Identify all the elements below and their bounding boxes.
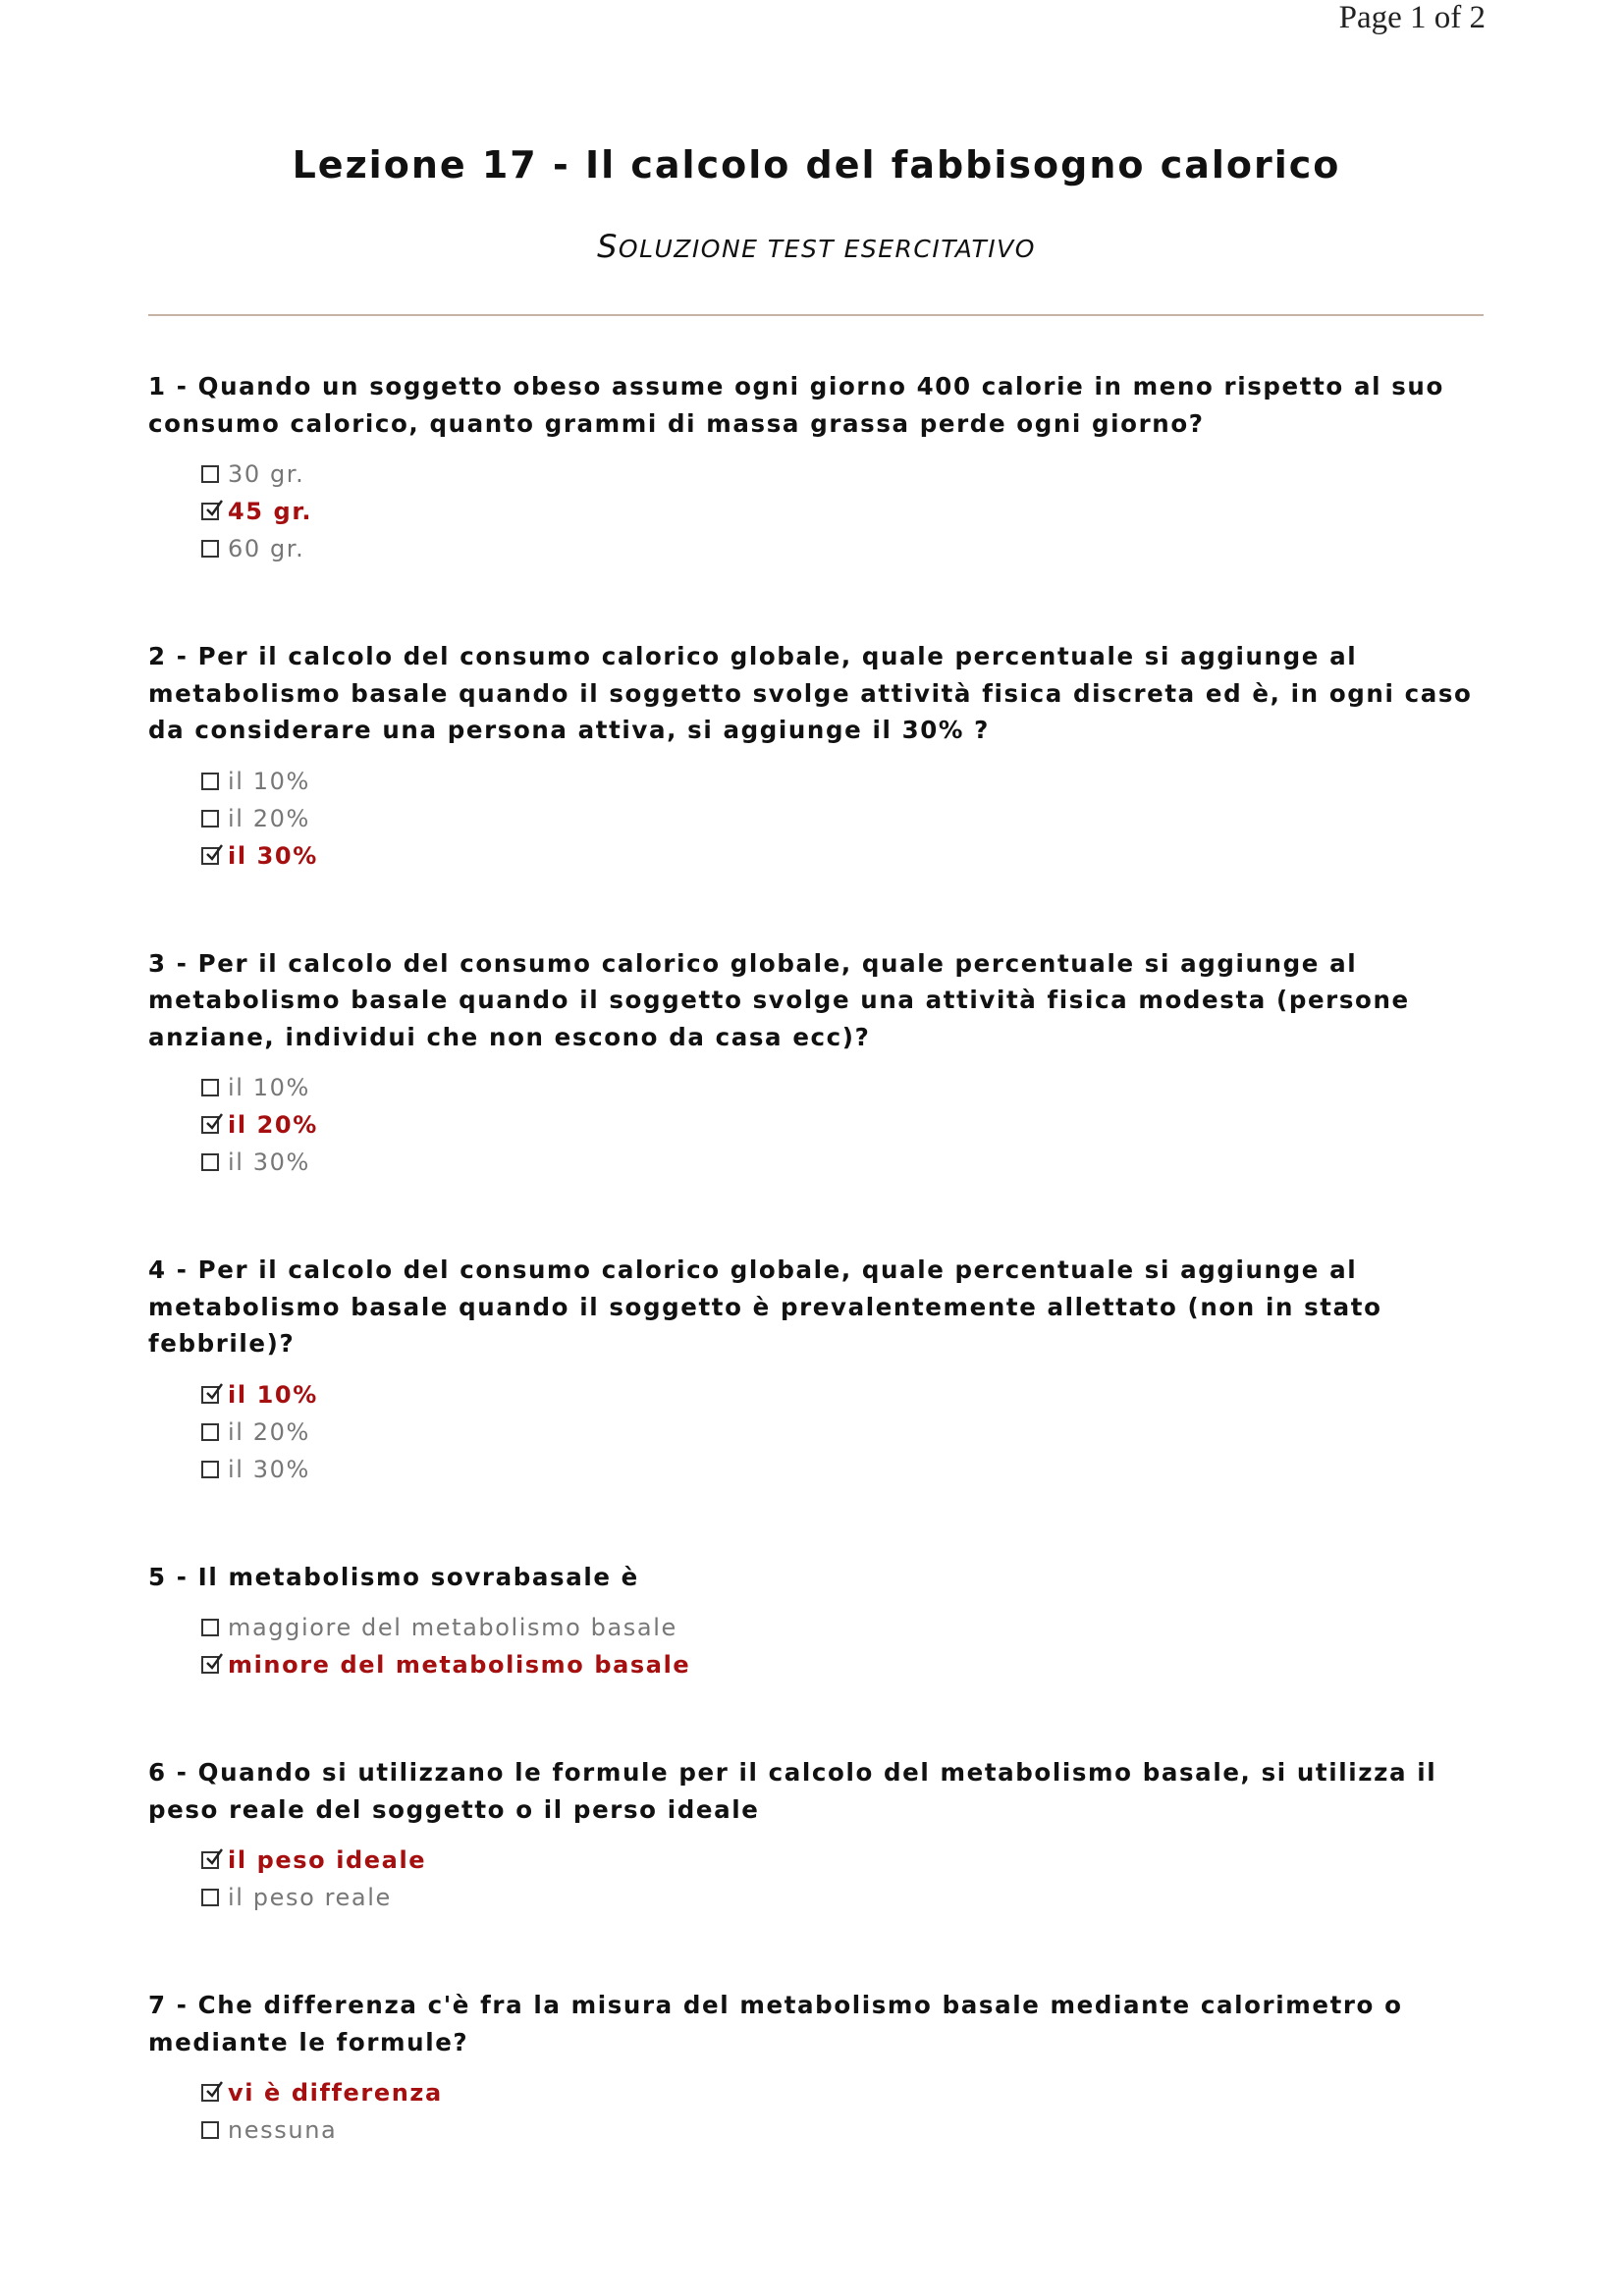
check-mark-icon bbox=[204, 843, 224, 863]
option[interactable] bbox=[201, 1414, 1484, 1451]
option[interactable] bbox=[201, 1451, 1484, 1488]
option[interactable] bbox=[201, 455, 1484, 493]
check-mark-icon bbox=[204, 1652, 224, 1672]
question-6 bbox=[148, 1754, 1484, 1916]
header-divider bbox=[148, 314, 1484, 316]
option[interactable] bbox=[201, 2111, 1484, 2149]
checked-checkbox-icon[interactable] bbox=[201, 1656, 219, 1674]
option-label: 45 gr. bbox=[228, 498, 313, 525]
page-title: Lezione 17 - Il calcolo del fabbisogno calorico bbox=[292, 143, 1341, 187]
checkbox-icon[interactable] bbox=[201, 2121, 219, 2139]
question-1 bbox=[148, 368, 1484, 567]
option[interactable] bbox=[201, 800, 1484, 837]
spacer bbox=[148, 875, 1484, 945]
option-label: il 20% bbox=[228, 1417, 310, 1446]
option-label: il peso ideale bbox=[228, 1846, 427, 1874]
checkbox-icon[interactable] bbox=[201, 540, 219, 558]
subtitle-rest: OLUZIONE TEST ESERCITATIVO bbox=[618, 235, 1036, 263]
option-list bbox=[201, 763, 1484, 875]
option[interactable] bbox=[201, 1144, 1484, 1181]
page-number: Page 1 of 2 bbox=[1338, 0, 1486, 35]
question-text: 3 - Per il calcolo del consumo calorico globale, quale percentuale si aggiunge al metabolismo basale quando il soggetto svolge una attività fisica modesta (persone anziane, individui che non escono da casa ecc)? bbox=[148, 948, 1410, 1051]
spacer bbox=[148, 1488, 1484, 1559]
question-4 bbox=[148, 1252, 1484, 1488]
check-mark-icon bbox=[204, 2080, 224, 2100]
checkbox-icon[interactable] bbox=[201, 773, 219, 790]
option-list bbox=[201, 1376, 1484, 1488]
subtitle-initial: S bbox=[597, 228, 619, 265]
option-label: nessuna bbox=[228, 2116, 338, 2144]
option[interactable] bbox=[201, 1879, 1484, 1916]
check-mark-icon bbox=[204, 499, 224, 518]
option[interactable] bbox=[201, 763, 1484, 800]
option[interactable] bbox=[201, 493, 1484, 530]
option-label: 60 gr. bbox=[228, 535, 305, 562]
option[interactable] bbox=[201, 837, 1484, 875]
checked-checkbox-icon[interactable] bbox=[201, 2084, 219, 2102]
checkbox-icon[interactable] bbox=[201, 1889, 219, 1906]
checkbox-icon[interactable] bbox=[201, 1153, 219, 1171]
question-text: 2 - Per il calcolo del consumo calorico globale, quale percentuale si aggiunge al metabolismo basale quando il soggetto svolge attività fisica discreta ed è, in ogni caso da considerare una persona attiva, si aggiunge il 30% ? bbox=[148, 642, 1473, 744]
option[interactable] bbox=[201, 1106, 1484, 1144]
option[interactable] bbox=[201, 2074, 1484, 2111]
option-label: il 20% bbox=[228, 1111, 318, 1139]
check-mark-icon bbox=[204, 1112, 224, 1132]
option-label: il 20% bbox=[228, 804, 310, 832]
option[interactable] bbox=[201, 1376, 1484, 1414]
checkbox-icon[interactable] bbox=[201, 465, 219, 483]
option-label: il 10% bbox=[228, 767, 310, 795]
question-text: 4 - Per il calcolo del consumo calorico globale, quale percentuale si aggiunge al metabolismo basale quando il soggetto è prevalentemente allettato (non in stato febbrile)? bbox=[148, 1255, 1382, 1358]
option-list bbox=[201, 2074, 1484, 2149]
question-5 bbox=[148, 1559, 1484, 1684]
option[interactable] bbox=[201, 1069, 1484, 1106]
spacer bbox=[148, 1683, 1484, 1754]
checked-checkbox-icon[interactable] bbox=[201, 1851, 219, 1869]
question-2 bbox=[148, 638, 1484, 875]
page-subtitle bbox=[0, 228, 1623, 265]
option-list bbox=[201, 455, 1484, 567]
spacer bbox=[148, 1916, 1484, 1987]
checked-checkbox-icon[interactable] bbox=[201, 503, 219, 520]
question-3 bbox=[148, 945, 1484, 1182]
checked-checkbox-icon[interactable] bbox=[201, 847, 219, 865]
question-text: 5 - Il metabolismo sovrabasale è bbox=[148, 1562, 639, 1591]
check-mark-icon bbox=[204, 1382, 224, 1402]
checked-checkbox-icon[interactable] bbox=[201, 1386, 219, 1404]
option[interactable] bbox=[201, 1646, 1484, 1683]
checkbox-icon[interactable] bbox=[201, 1079, 219, 1096]
question-list bbox=[148, 368, 1484, 2149]
option[interactable] bbox=[201, 1609, 1484, 1646]
checkbox-icon[interactable] bbox=[201, 810, 219, 828]
question-text: 7 - Che differenza c'è fra la misura del metabolismo basale mediante calorimetro o mediante le formule? bbox=[148, 1991, 1403, 2056]
spacer bbox=[148, 567, 1484, 638]
checkbox-icon[interactable] bbox=[201, 1461, 219, 1478]
question-text: 6 - Quando si utilizzano le formule per il calcolo del metabolismo basale, si utilizza il peso reale del soggetto o il perso ideale bbox=[148, 1758, 1437, 1824]
option-label: il 30% bbox=[228, 841, 318, 870]
option-label: vi è differenza bbox=[228, 2079, 443, 2107]
check-mark-icon bbox=[204, 1847, 224, 1867]
option[interactable] bbox=[201, 530, 1484, 567]
option-label: il 10% bbox=[228, 1074, 310, 1101]
spacer bbox=[148, 1181, 1484, 1252]
option-label: maggiore del metabolismo basale bbox=[228, 1614, 677, 1641]
option-list bbox=[201, 1609, 1484, 1683]
checked-checkbox-icon[interactable] bbox=[201, 1116, 219, 1134]
checkbox-icon[interactable] bbox=[201, 1423, 219, 1441]
option-list bbox=[201, 1842, 1484, 1916]
option[interactable] bbox=[201, 1842, 1484, 1879]
option-label: 30 gr. bbox=[228, 460, 305, 488]
option-list bbox=[201, 1069, 1484, 1181]
option-label: il 30% bbox=[228, 1148, 310, 1176]
option-label: minore del metabolismo basale bbox=[228, 1651, 691, 1679]
option-label: il peso reale bbox=[228, 1884, 392, 1911]
checkbox-icon[interactable] bbox=[201, 1619, 219, 1636]
question-text: 1 - Quando un soggetto obeso assume ogni giorno 400 calorie in meno rispetto al suo consumo calorico, quanto grammi di massa grassa perde ogni giorno? bbox=[148, 372, 1444, 438]
option-label: il 10% bbox=[228, 1380, 318, 1409]
option-label: il 30% bbox=[228, 1455, 310, 1483]
question-7 bbox=[148, 1987, 1484, 2149]
